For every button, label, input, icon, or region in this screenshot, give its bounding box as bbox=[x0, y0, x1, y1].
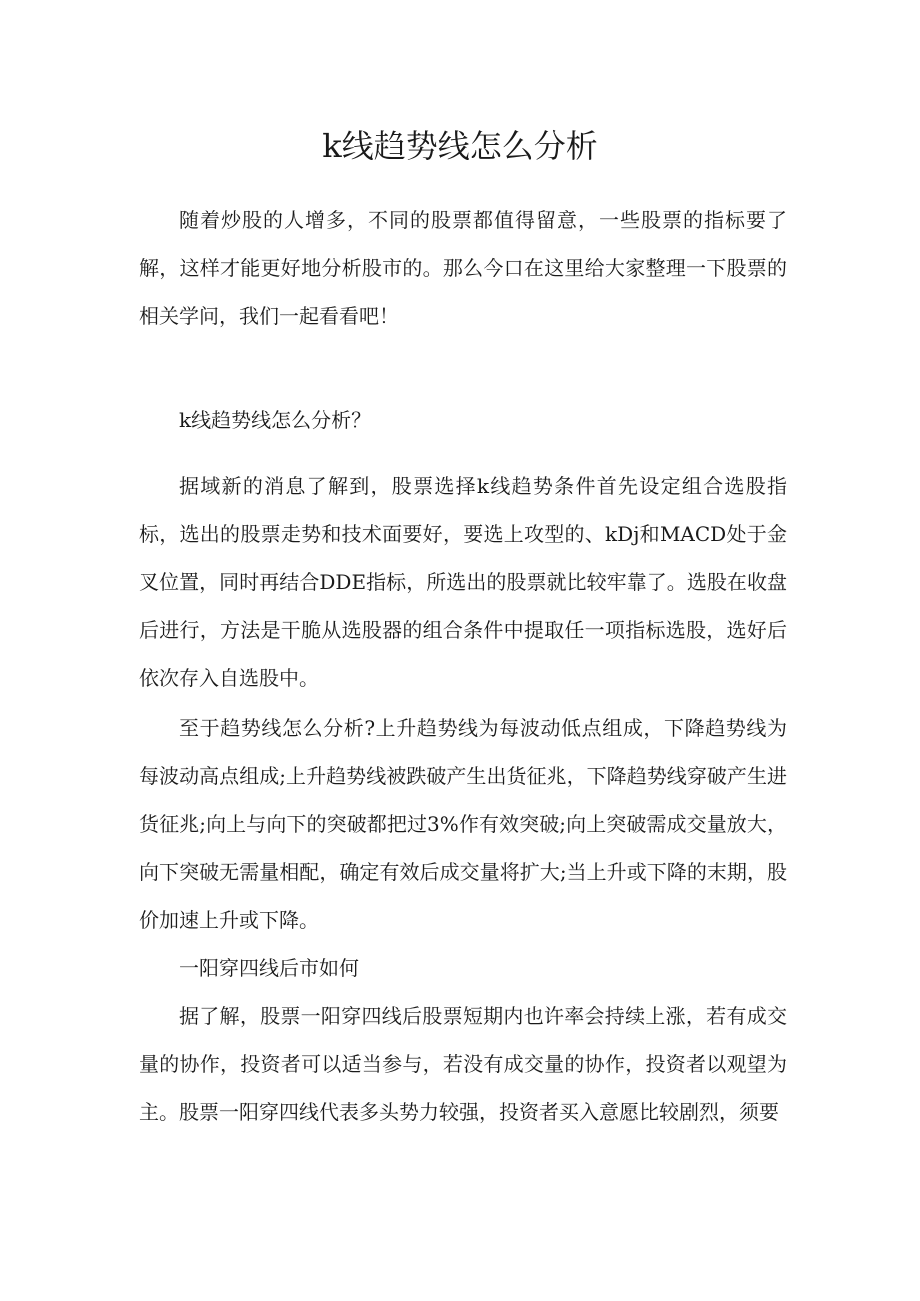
yang-four-lines-heading: 一阳穿四线后市如何 bbox=[179, 956, 359, 980]
page-title: k线趋势线怎么分析 bbox=[322, 127, 598, 165]
stock-selection-paragraph: 据域新的消息了解到，股票选择k线趋势条件首先设定组合选股指标，选出的股票走势和技术面要好，要选上攻型的、kDj和MACD处于金叉位置，同时再结合DDE指标，所选出的股票就比较牢靠了。选股在收盘后进行，方法是干脆从选股器的组合条件中提取任一项指标选股，选好后依次存入自选股中。 bbox=[139, 474, 787, 690]
question-heading: k线趋势线怎么分析？ bbox=[179, 408, 372, 432]
yang-four-lines-paragraph: 据了解，股票一阳穿四线后股票短期内也许率会持续上涨，若有成交量的协作，投资者可以适当参与，若没有成交量的协作，投资者以观望为主。股票一阳穿四线代表多头势力较强，投资者买入意愿比较剧烈，须要 bbox=[139, 1004, 787, 1124]
intro-paragraph: 随着炒股的人增多，不同的股票都值得留意，一些股票的指标要了解，这样才能更好地分析股市的。那么今口在这里给大家整理一下股票的相关学问，我们一起看看吧！ bbox=[139, 208, 787, 328]
trendline-analysis-paragraph: 至于趋势线怎么分析?上升趋势线为每波动低点组成，下降趋势线为每波动高点组成;上升趋势线被跌破产生出货征兆，下降趋势线穿破产生进货征兆;向上与向下的突破都把过3%作有效突破;向上突破需成交量放大，向下突破无需量相配，确定有效后成交量将扩大;当上升或下降的末期，股价加速上升或下降。 bbox=[139, 716, 787, 932]
